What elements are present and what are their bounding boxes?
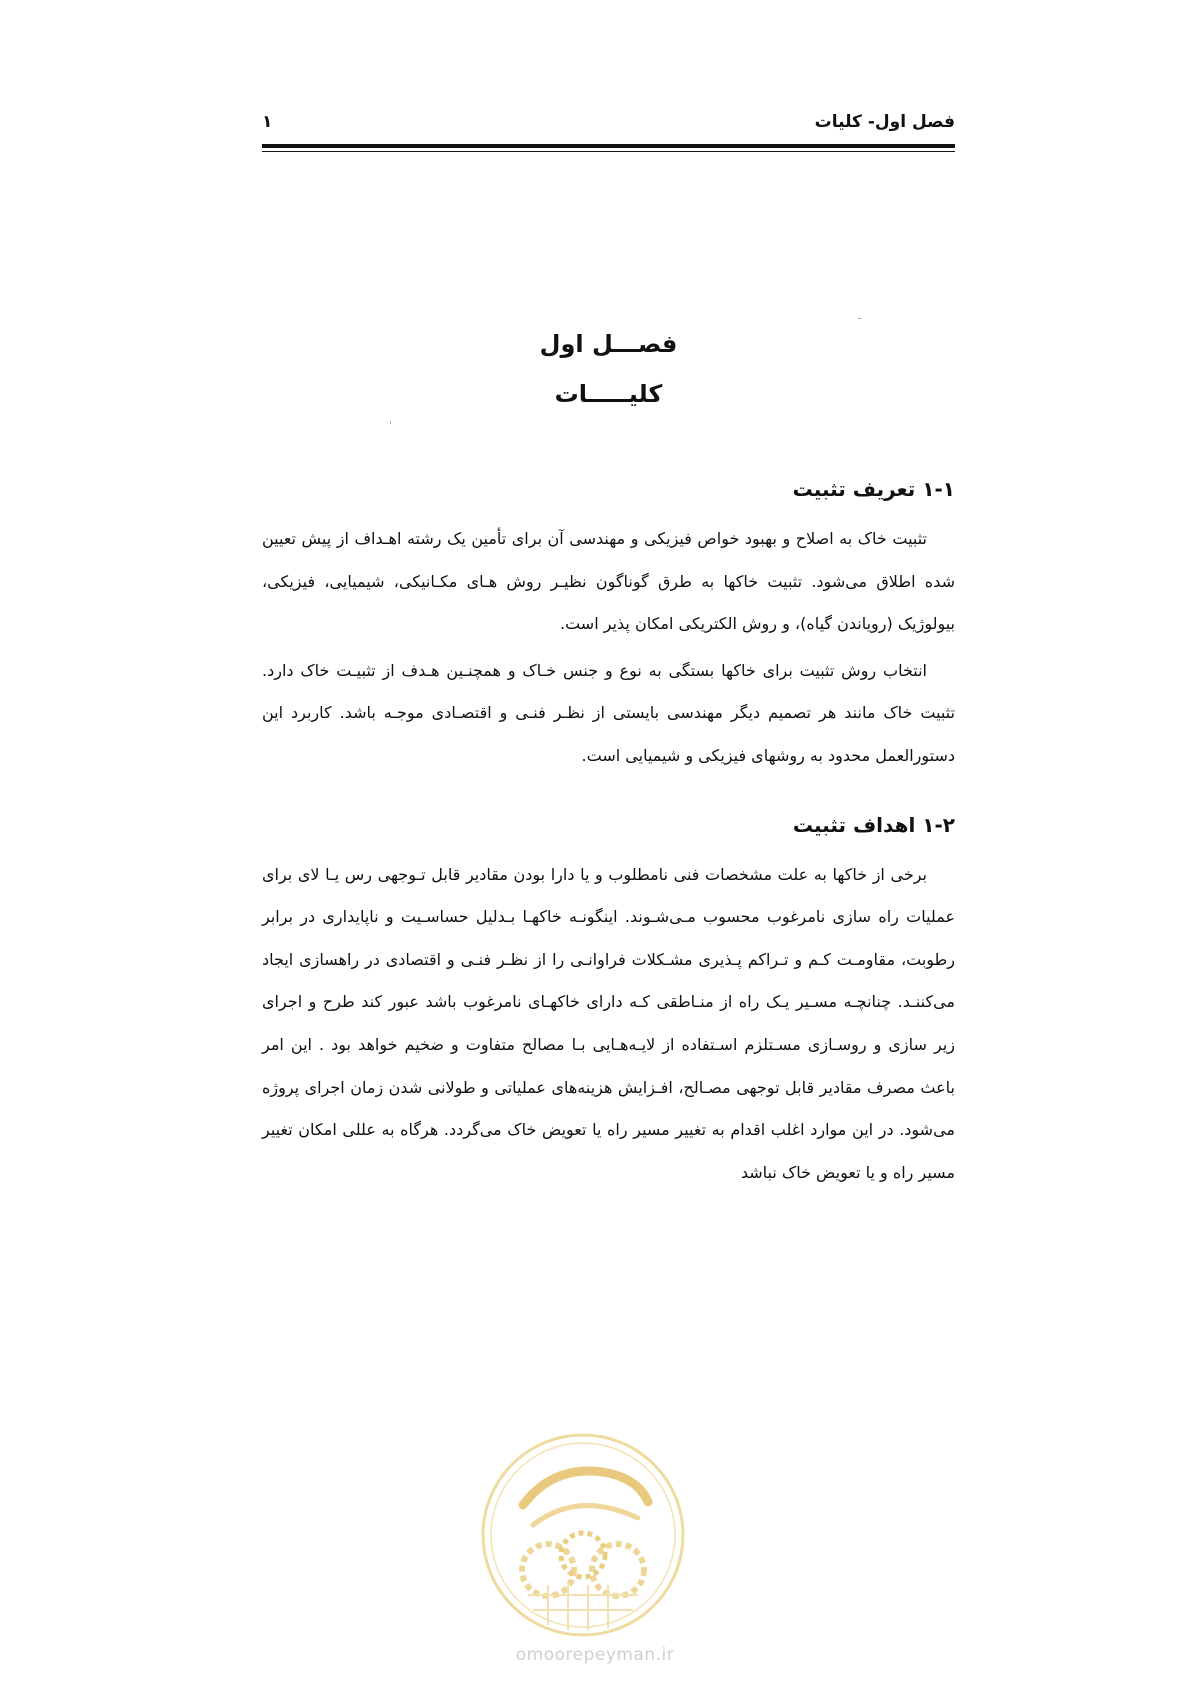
scan-speck bbox=[858, 318, 861, 319]
chapter-title: کلیـــــات bbox=[554, 380, 663, 408]
scan-speck bbox=[390, 421, 391, 424]
body-text bbox=[262, 476, 955, 1194]
paragraph: انتخاب روش تثبیت برای خاکها بستگی به نوع و جنس خـاک و همچنـین هـدف از تثبیـت خاک دارد. تثبیت خاک مانند هر تصمیم دیگر مهندسی بایستی از نظـر فنـی و اقتصـادی موجـه باشد. کاربرد این دستورالعمل محدود به روشهای فیزیکی و شیمیایی است. bbox=[262, 660, 955, 765]
running-title: فصل اول- کلیات bbox=[814, 112, 955, 132]
section-heading-definition: ۱-۱ تعریف تثبیت bbox=[792, 477, 955, 501]
paragraph: تثبیت خاک به اصلاح و بهبود خواص فیزیکی و مهندسی آن برای تأمین یک رشته اهـداف از پیش تعیین شده اطلاق می‌شود. تثبیت خاکها به طرق گوناگون نظیـر روش هـای مکـانیکی، شیمیایی، فیزیکی، بیولوژیک (رویاندن گیاه)، و روش الکتریکی امکان پذیر است. bbox=[262, 529, 955, 634]
watermark-seal-icon bbox=[478, 1430, 688, 1640]
paragraph: برخی از خاکها به علت مشخصات فنی نامطلوب و یا دارا بودن مقادیر قابل تـوجهی رس یـا لای برای عملیات راه سازی نامرغوب محسوب مـی‌شـوند. اینگونـه خاکهـا بـدلیل حساسـیت و ناپایداری در برابر رطوبت، مقاومـت کـم و تـراکم پـذیری مشـکلات فراوانـی را از نظـر فنـی و اقتصادی در راهسازی ایجاد می‌کننـد. چنانچـه مسـیر یـک راه از منـاطقی کـه دارای خاکهـای نامرغوب باشد عبور کند طرح و اجرای زیر سازی و روسـازی مسـتلزم اسـتفاده از لایـه‌هـایی بـا مصالح متفاوت و ضخیم خواهد بود . این امر باعث مصرف مقادیر قابل توجهی مصـالح، افـزایش هزینه‌های عملیاتی و طولانی شدن زمان اجرای پروژه می‌شود. در این موارد اغلب اقدام به تغییر مسیر راه یا تعویض خاک می‌گردد. هرگاه به عللی امکان تغییر مسیر راه و یا تعویض خاک نباشد bbox=[262, 864, 955, 1182]
section-heading-objectives: ۱-۲ اهداف تثبیت bbox=[792, 812, 955, 837]
header-rule-thick bbox=[262, 144, 955, 148]
watermark-url: omoorepeyman.ir bbox=[515, 1645, 675, 1665]
chapter-label: فصـــل اول bbox=[539, 330, 678, 358]
running-header bbox=[262, 112, 955, 142]
page-number: ۱ bbox=[262, 112, 273, 132]
header-rule-thin bbox=[262, 151, 955, 152]
